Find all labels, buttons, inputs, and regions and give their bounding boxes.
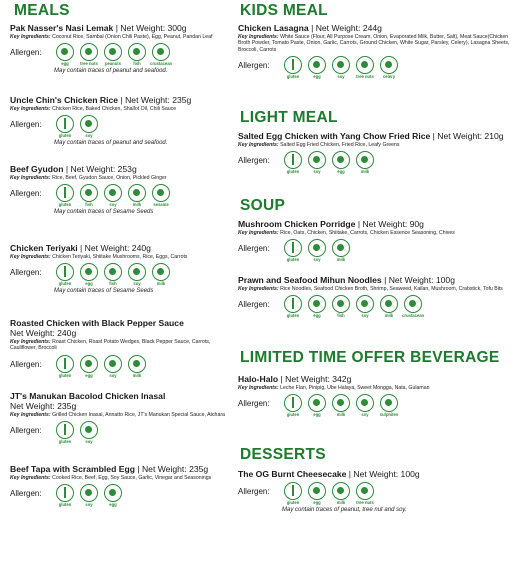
allergen-label: soy <box>109 202 117 208</box>
sulphites-icon <box>380 394 398 412</box>
allergen-label: egg <box>85 281 93 287</box>
allergen-soy-icon <box>354 394 376 417</box>
allergen-label: egg <box>337 169 345 175</box>
allergen-label: gluten <box>58 202 72 208</box>
allergen-fish-icon <box>126 43 148 66</box>
allergen-egg-icon <box>306 56 328 79</box>
allergen-soy-icon <box>78 115 100 138</box>
allergen-gluten-icon <box>54 263 76 286</box>
fish-icon <box>128 43 146 61</box>
egg-icon <box>308 482 326 500</box>
allergen-label: sulphites <box>379 412 399 418</box>
allergen-label: gluten <box>286 74 300 80</box>
egg-icon <box>308 394 326 412</box>
allergen-label: fish <box>337 313 345 319</box>
gluten-icon <box>284 295 302 313</box>
gluten-icon <box>284 239 302 257</box>
allergen-label: fish <box>109 281 117 287</box>
allergen-row: Allergen: gluten egg soy tree nuts celery <box>238 56 520 79</box>
fish-icon <box>332 295 350 313</box>
milk-icon <box>332 482 350 500</box>
allergen-gluten-icon <box>282 394 304 417</box>
allergen-milk-icon <box>330 239 352 262</box>
egg-icon <box>308 56 326 74</box>
menu-item-salted-egg-chicken <box>238 131 520 174</box>
allergen-milk-icon <box>330 482 352 505</box>
menu-item-roasted-chicken <box>10 318 232 378</box>
item-ingredients: Key Ingredients: Chicken Teriyaki, Shiitake Mushrooms, Rice, Eggs, Carrots <box>10 254 188 260</box>
soy-icon <box>356 394 374 412</box>
allergen-label: soy <box>361 412 369 418</box>
allergen-label: gluten <box>58 281 72 287</box>
allergen-label: soy <box>133 281 141 287</box>
allergen-label: soy <box>85 133 93 139</box>
allergen-tree-nuts-icon <box>354 56 376 79</box>
egg-icon <box>80 263 98 281</box>
section-soup: SOUP <box>240 197 286 214</box>
section-beverage: LIMITED TIME OFFER BEVERAGE <box>240 349 500 366</box>
allergen-egg-icon <box>102 484 124 507</box>
allergen-milk-icon <box>126 355 148 378</box>
item-ingredients: Key Ingredients: Chicken Rice, Baked Chicken, Shallot Oil, Chili Sauce <box>10 106 177 112</box>
allergen-milk-icon <box>330 394 352 417</box>
allergen-label: gluten <box>286 500 300 505</box>
allergen-row: Allergen: gluten egg milk soy sulphites <box>238 394 520 417</box>
allergen-label: egg <box>313 412 321 418</box>
allergen-soy-icon <box>306 151 328 174</box>
allergen-milk-icon <box>354 151 376 174</box>
allergen-row: Allergen: gluten soy <box>10 421 232 444</box>
allergen-row: Allergen: gluten egg fish soy milk crustacean <box>238 295 520 318</box>
allergen-milk-icon <box>378 295 400 318</box>
fish-icon <box>104 263 122 281</box>
allergen-label: milk <box>132 202 142 208</box>
allergen-gluten-icon <box>282 239 304 262</box>
item-title: Pak Nasser's Nasi Lemak | Net Weight: 300g <box>10 23 187 33</box>
menu-item-chicken-inasal <box>10 391 232 444</box>
gluten-icon <box>56 263 74 281</box>
allergen-label: soy <box>85 439 93 445</box>
item-title: Uncle Chin's Chicken Rice | Net Weight: 235g <box>10 95 192 105</box>
menu-item-halo-halo <box>238 374 520 417</box>
allergen-row: Allergen: gluten soy <box>10 115 232 138</box>
soy-icon <box>332 56 350 74</box>
allergen-label: gluten <box>286 412 300 418</box>
item-title: Chicken Teriyaki | Net Weight: 240g <box>10 243 151 253</box>
item-ingredients: Key Ingredients: Rice, Beef, Gyudon Sauce, Onion, Pickled Ginger <box>10 175 167 181</box>
allergen-label: gluten <box>58 133 72 139</box>
allergen-label: soy <box>361 313 369 319</box>
soy-icon <box>308 239 326 257</box>
allergen-label: egg <box>313 74 321 80</box>
allergen-label: fish <box>133 61 141 67</box>
fish-icon <box>80 184 98 202</box>
item-weight: Net Weight: 240g <box>10 328 77 338</box>
allergen-soy-icon <box>102 355 124 378</box>
tree-nuts-icon <box>80 43 98 61</box>
milk-icon <box>332 239 350 257</box>
allergen-label: fish <box>85 202 93 208</box>
allergen-gluten-icon <box>54 115 76 138</box>
crustacean-icon <box>152 43 170 61</box>
tree-nuts-icon <box>356 482 374 500</box>
allergen-egg-icon <box>306 295 328 318</box>
menu-item-chicken-rice <box>10 95 232 146</box>
gluten-icon <box>56 355 74 373</box>
menu-item-beef-gyudon <box>10 164 232 215</box>
allergen-label: gluten <box>58 439 72 445</box>
egg-icon <box>332 151 350 169</box>
egg-icon <box>80 355 98 373</box>
allergen-label: tree nuts <box>356 74 374 80</box>
allergen-label: soy <box>85 502 93 508</box>
sesame-icon <box>152 184 170 202</box>
trace-note: May contain traces of peanut, tree nut and soy. <box>282 507 407 513</box>
allergen-label: peanuts <box>104 61 122 67</box>
soy-icon <box>104 184 122 202</box>
allergen-soy-icon <box>126 263 148 286</box>
section-meals: MEALS <box>14 2 70 19</box>
item-ingredients: Key Ingredients: Leche Flan, Pinipig, Ube Halaya, Sweet Mongga, Nata, Gulaman <box>238 385 430 391</box>
item-ingredients: Key Ingredients: Cooked Rice, Beef, Egg, Soy Sauce, Garlic, Vinegar and Seasonings <box>10 475 212 481</box>
allergen-gluten-icon <box>54 355 76 378</box>
gluten-icon <box>56 184 74 202</box>
allergen-row: Allergen: gluten soy egg milk <box>238 151 520 174</box>
item-title: Roasted Chicken with Black Pepper Sauce <box>10 318 184 328</box>
allergen-soy-icon <box>330 56 352 79</box>
item-title: The OG Burnt Cheesecake | Net Weight: 100g <box>238 469 420 479</box>
allergen-label: egg <box>61 61 69 67</box>
milk-icon <box>128 184 146 202</box>
allergen-label: crustacean <box>402 313 425 319</box>
allergen-tree-nuts-icon <box>78 43 100 66</box>
trace-note: May contain traces of peanut and seafood. <box>54 140 168 147</box>
section-light-meal: LIGHT MEAL <box>240 109 338 126</box>
soy-icon <box>128 263 146 281</box>
soy-icon <box>308 151 326 169</box>
egg-icon <box>308 295 326 313</box>
allergen-fish-icon <box>78 184 100 207</box>
allergen-row: Allergen: gluten egg fish soy milk <box>10 263 232 286</box>
allergen-gluten-icon <box>282 56 304 79</box>
allergen-label: milk <box>336 500 346 505</box>
gluten-icon <box>56 484 74 502</box>
item-weight: Net Weight: 235g <box>10 401 77 411</box>
item-title: Chicken Lasagna | Net Weight: 244g <box>238 23 382 33</box>
gluten-icon <box>284 56 302 74</box>
milk-icon <box>332 394 350 412</box>
allergen-label: egg <box>313 313 321 319</box>
allergen-fish-icon <box>102 263 124 286</box>
egg-icon <box>56 43 74 61</box>
allergen-gluten-icon <box>282 482 304 505</box>
item-title: Salted Egg Chicken with Yang Chow Fried Rice | Net Weight: 210g <box>238 131 504 141</box>
allergen-label: gluten <box>286 313 300 319</box>
allergen-crustacean-icon <box>150 43 172 66</box>
trace-note: May contain traces of peanut and seafood. <box>54 68 168 75</box>
milk-icon <box>380 295 398 313</box>
allergen-label: egg <box>109 502 117 508</box>
allergen-row: Allergen: gluten egg soy milk <box>10 355 232 378</box>
item-title: Beef Gyudon | Net Weight: 253g <box>10 164 137 174</box>
allergen-label: gluten <box>286 257 300 263</box>
allergen-label: milk <box>132 372 142 378</box>
item-ingredients: Key Ingredients: Salted Egg Fried Chicken, Fried Rice, Leafy Greens <box>238 142 400 148</box>
allergen-label: milk <box>336 257 346 263</box>
item-ingredients: Key Ingredients: Grilled Chicken Inasal, Annatto Rice, JT's Manukan Special Sauce, Atchara <box>10 412 225 418</box>
item-ingredients: Key Ingredients: White Sauce (Flour, All Purpose Cream, Onion, Evaporated Milk, Butter, Salt), Meat Sauce(Chicken Broth Powder, Tomato Paste, Onion, Garlic, Carrots, Ground Chicken, White Sugar, Parsley, Celery), Lasagna Sheets, Broccoli, Carrots <box>238 34 510 53</box>
milk-icon <box>128 355 146 373</box>
allergen-sesame-icon <box>150 184 172 207</box>
allergen-label: egg <box>313 500 321 505</box>
allergen-gluten-icon <box>54 184 76 207</box>
milk-icon <box>356 151 374 169</box>
allergen-row: Allergen: egg tree nuts peanuts fish crustacean <box>10 43 232 66</box>
allergen-row: Allergen: gluten egg milk tree nuts <box>238 482 520 505</box>
soy-icon <box>80 421 98 439</box>
allergen-label: milk <box>384 313 394 319</box>
allergen-label: soy <box>337 74 345 80</box>
allergen-label: celery <box>382 74 396 80</box>
gluten-icon <box>284 151 302 169</box>
menu-item-mushroom-porridge <box>238 219 520 262</box>
item-ingredients: Key Ingredients: Coconut Rice, Sambal (Onion Chili Paste), Egg, Peanut, Pandan Leaf <box>10 34 213 40</box>
allergen-fish-icon <box>330 295 352 318</box>
peanuts-icon <box>104 43 122 61</box>
allergen-row: Allergen: gluten soy milk <box>238 239 520 262</box>
allergen-egg-icon <box>54 43 76 66</box>
item-title: JT's Manukan Bacolod Chicken Inasal <box>10 391 166 401</box>
allergen-label: gluten <box>58 502 72 508</box>
menu-item-nasi-lemak <box>10 23 232 74</box>
milk-icon <box>152 263 170 281</box>
allergen-gluten-icon <box>54 421 76 444</box>
allergen-label: milk <box>156 281 166 287</box>
allergen-gluten-icon <box>282 295 304 318</box>
allergen-tree-nuts-icon <box>354 482 376 505</box>
menu-item-chicken-lasagna <box>238 23 520 79</box>
gluten-icon <box>284 482 302 500</box>
allergen-peanuts-icon <box>102 43 124 66</box>
allergen-label: crustacean <box>150 61 173 67</box>
allergen-row: Allergen: gluten fish soy milk sesame <box>10 184 232 207</box>
allergen-soy-icon <box>78 421 100 444</box>
allergen-label: milk <box>336 412 346 418</box>
allergen-label: soy <box>313 257 321 263</box>
allergen-label: egg <box>85 372 93 378</box>
section-desserts: DESSERTS <box>240 446 326 463</box>
allergen-gluten-icon <box>54 484 76 507</box>
allergen-soy-icon <box>306 239 328 262</box>
allergen-crustacean-icon <box>402 295 424 318</box>
menu-item-mihun-noodles <box>238 275 520 318</box>
item-ingredients: Key Ingredients: Rice Noodles, Seafood Chicken Broth, Shrimp, Seaweed, Kailan, Mushroom, Crabstick, Tofu Bits <box>238 286 503 292</box>
allergen-row: Allergen: gluten soy egg <box>10 484 232 507</box>
section-kids-meal: KIDS MEAL <box>240 2 328 19</box>
allergen-egg-icon <box>330 151 352 174</box>
allergen-label: milk <box>360 169 370 175</box>
allergen-label: gluten <box>58 372 72 378</box>
item-title: Mushroom Chicken Porridge | Net Weight: 90g <box>238 219 424 229</box>
allergen-label: gluten <box>286 169 300 175</box>
allergen-egg-icon <box>78 355 100 378</box>
celery-icon <box>380 56 398 74</box>
allergen-gluten-icon <box>282 151 304 174</box>
allergen-label: soy <box>313 169 321 175</box>
item-title: Halo-Halo | Net Weight: 342g <box>238 374 352 384</box>
menu-item-beef-tapa <box>10 464 232 507</box>
item-title: Prawn and Seafood Mihun Noodles | Net Weight: 100g <box>238 275 455 285</box>
allergen-egg-icon <box>78 263 100 286</box>
allergen-celery-icon <box>378 56 400 79</box>
gluten-icon <box>56 115 74 133</box>
allergen-milk-icon <box>150 263 172 286</box>
gluten-icon <box>56 421 74 439</box>
allergen-label: sesame <box>153 202 169 208</box>
gluten-icon <box>284 394 302 412</box>
tree-nuts-icon <box>356 56 374 74</box>
allergen-soy-icon <box>102 184 124 207</box>
allergen-milk-icon <box>126 184 148 207</box>
allergen-egg-icon <box>306 394 328 417</box>
menu-item-chicken-teriyaki <box>10 243 232 294</box>
soy-icon <box>80 115 98 133</box>
allergen-soy-icon <box>354 295 376 318</box>
trace-note: May contain traces of Sesame Seeds <box>54 288 154 295</box>
allergen-label: soy <box>109 372 117 378</box>
item-ingredients: Key Ingredients: Rice, Oats, Chicken, Shiitake, Carrots, Chicken Essence Seasoning, Chives <box>238 230 455 236</box>
crustacean-icon <box>404 295 422 313</box>
allergen-sulphites-icon <box>378 394 400 417</box>
allergen-soy-icon <box>78 484 100 507</box>
soy-icon <box>356 295 374 313</box>
egg-icon <box>104 484 122 502</box>
item-ingredients: Key Ingredients: Roast Chicken, Roast Potato Wedges, Black Pepper Sauce, Carrots, Cauliflower, Broccoli <box>10 339 211 352</box>
soy-icon <box>104 355 122 373</box>
soy-icon <box>80 484 98 502</box>
trace-note: May contain traces of Sesame Seeds <box>54 209 154 216</box>
allergen-egg-icon <box>306 482 328 505</box>
allergen-label: tree nuts <box>356 500 374 505</box>
menu-item-burnt-cheesecake <box>238 469 520 513</box>
allergen-label: tree nuts <box>80 61 98 67</box>
item-title: Beef Tapa with Scrambled Egg | Net Weight: 235g <box>10 464 209 474</box>
